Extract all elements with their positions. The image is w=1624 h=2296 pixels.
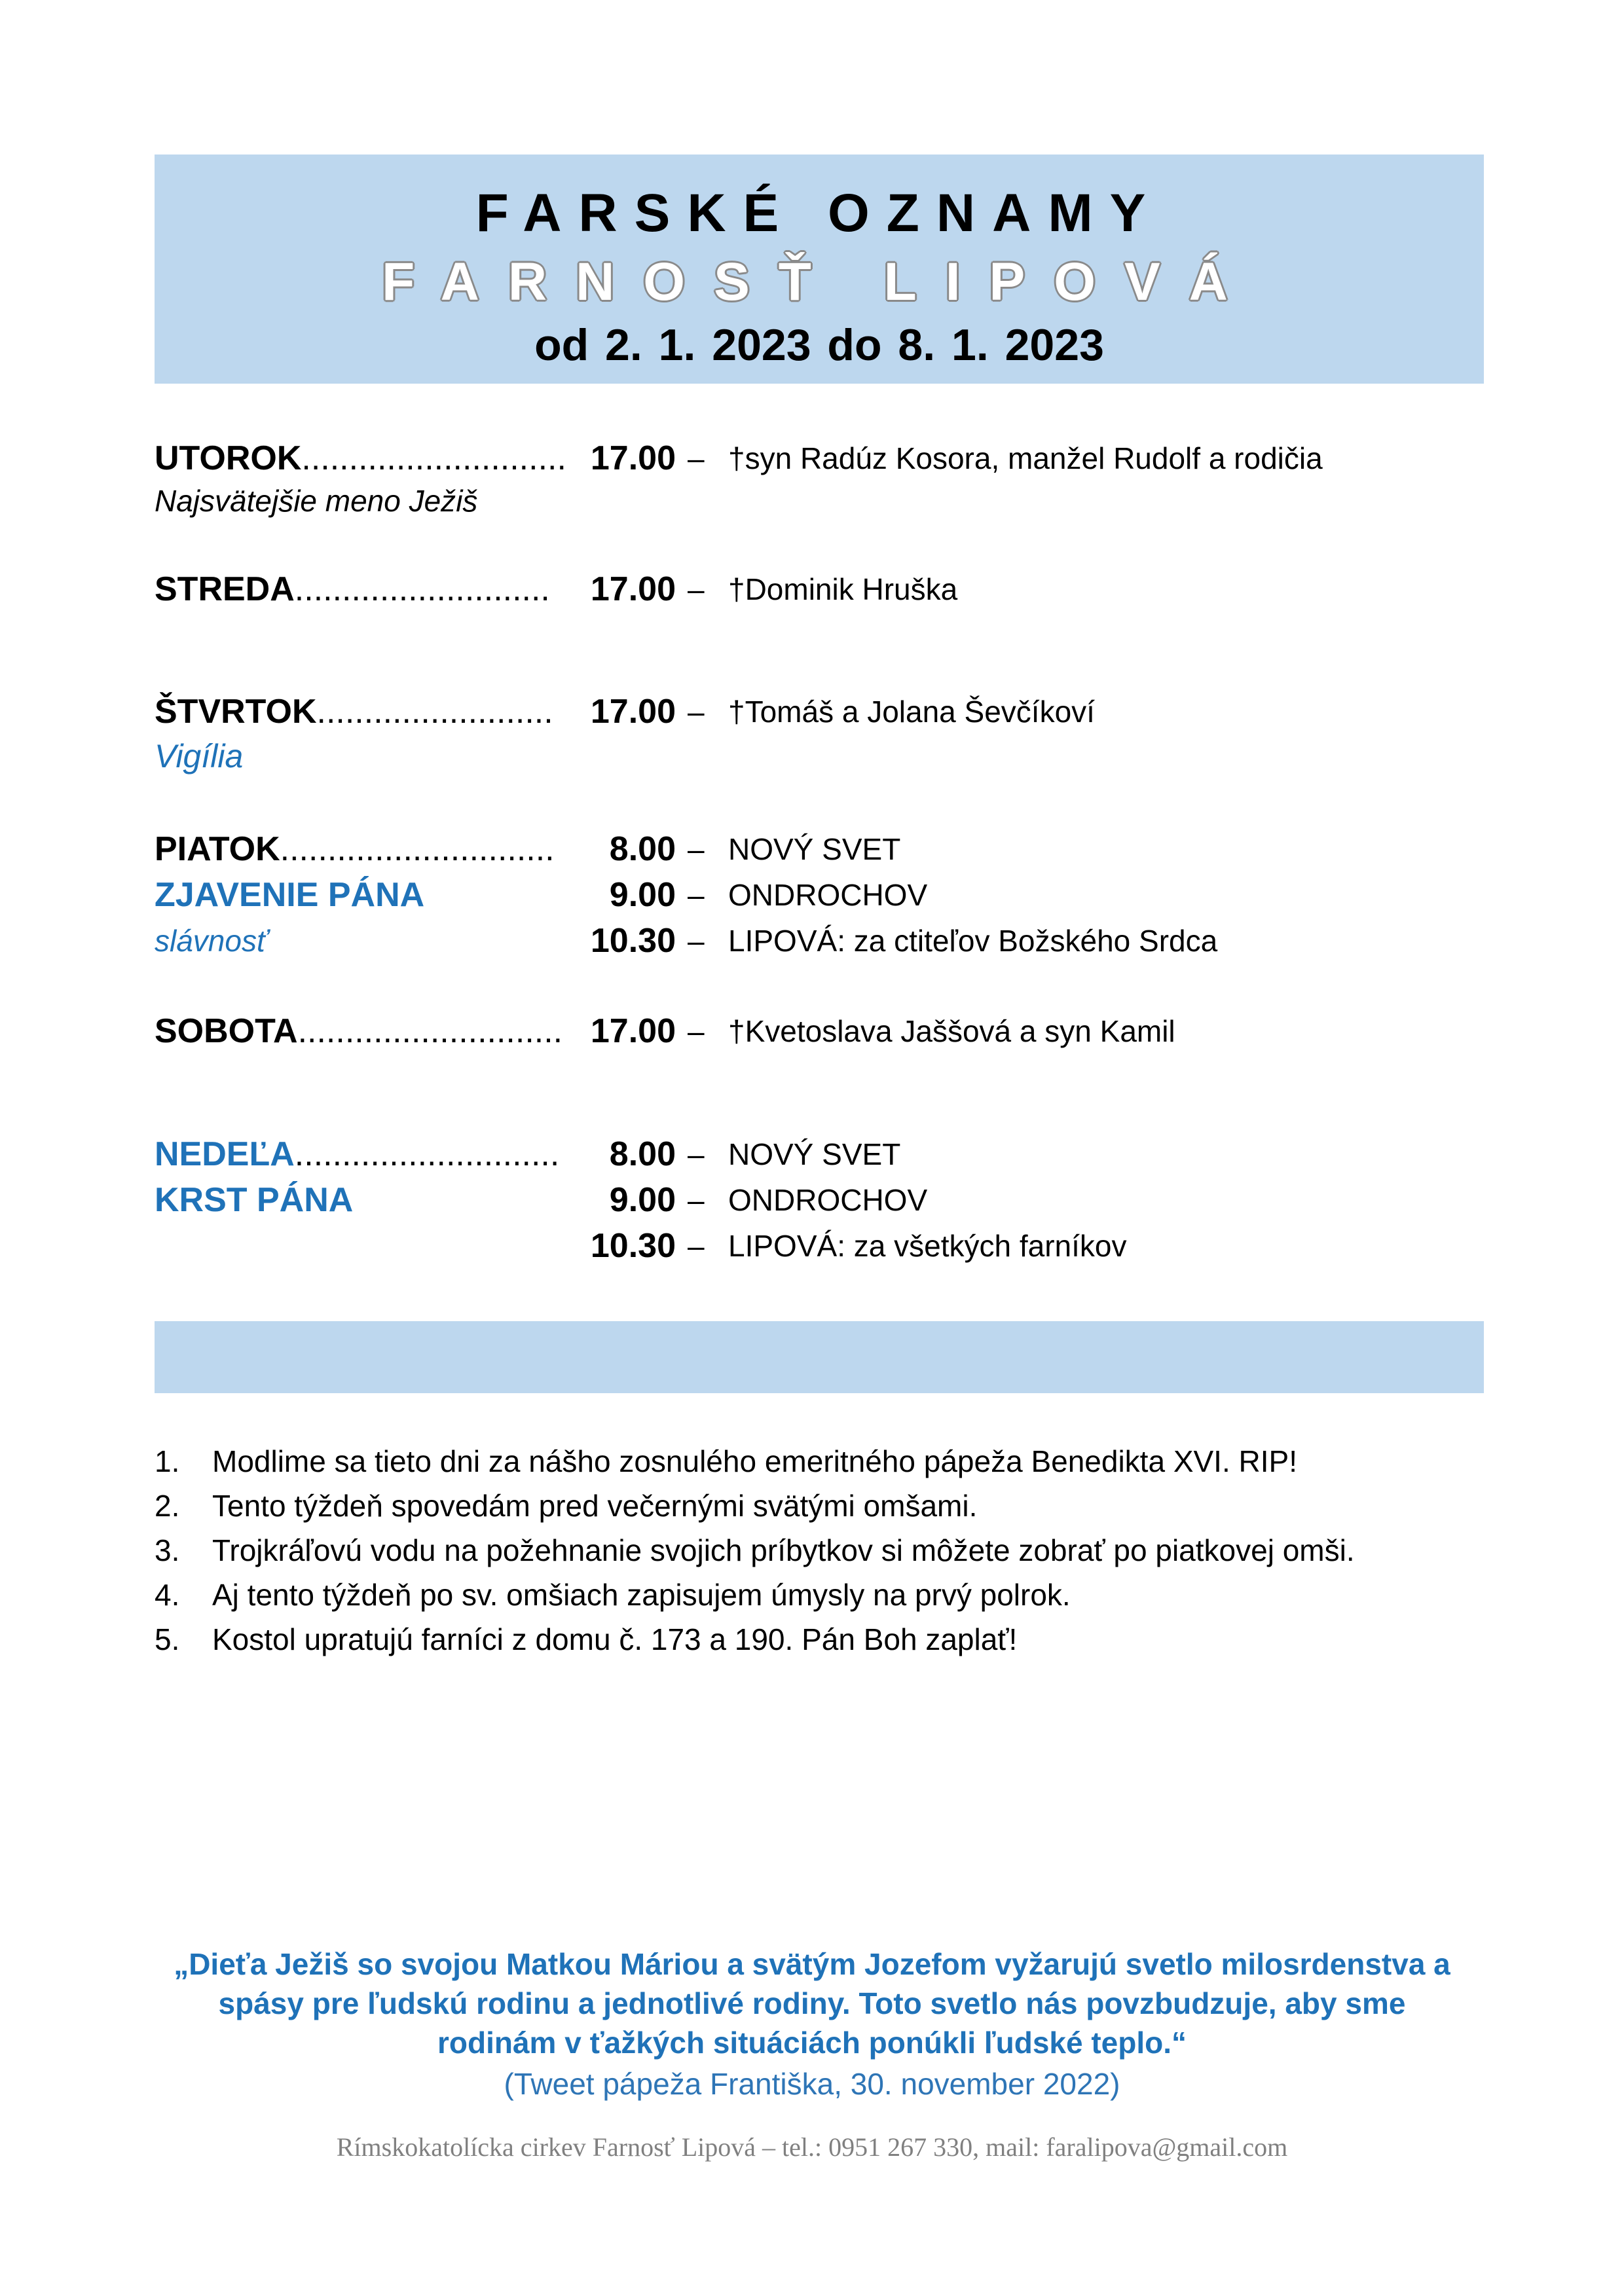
schedule-row-nedela-3 — [0, 1223, 1624, 1275]
mass-time: 9.00 — [609, 876, 676, 914]
schedule-row-utorok — [0, 435, 1624, 488]
dash: – — [688, 878, 705, 912]
schedule-row-streda — [0, 566, 1624, 619]
mass-intention: ONDROCHOV — [728, 878, 928, 912]
mass-intention: †Dominik Hruška — [728, 572, 958, 606]
day-label: UTOROK............................ — [155, 439, 566, 477]
schedule-row-stvrtok — [0, 689, 1624, 741]
day-label: NEDEĽA............................ — [155, 1135, 560, 1173]
feast-label: ZJAVENIE PÁNA — [155, 876, 425, 914]
mass-intention: NOVÝ SVET — [728, 832, 901, 866]
solemnity-label: slávnosť — [155, 924, 268, 958]
list-item: 3. Trojkráľovú vodu na požehnanie svojich príbytkov si môžete zobrať po piatkovej omši. — [155, 1533, 1355, 1567]
quote-source: (Tweet pápeža Františka, 30. november 2022) — [504, 2067, 1120, 2101]
day-label: SOBOTA............................ — [155, 1012, 563, 1050]
schedule-row-nedela — [0, 1131, 1624, 1184]
dash: – — [688, 924, 705, 958]
mass-time: 9.00 — [609, 1181, 676, 1219]
mass-time: 8.00 — [609, 1135, 676, 1173]
schedule-row-piatok-2 — [0, 872, 1624, 924]
dash: – — [688, 572, 705, 606]
mass-time: 17.00 — [590, 693, 676, 731]
schedule-row-nedela-2 — [0, 1177, 1624, 1230]
mass-time: 17.00 — [590, 570, 676, 608]
list-item: 5. Kostol upratujú farníci z domu č. 173 a 190. Pán Boh zaplať! — [155, 1622, 1018, 1656]
day-label: PIATOK............................. — [155, 830, 555, 868]
schedule-row-piatok — [0, 826, 1624, 879]
page-title: FARSKÉ OZNAMY — [475, 183, 1163, 243]
mass-intention: NOVÝ SVET — [728, 1137, 901, 1171]
dash: – — [688, 1183, 705, 1217]
mass-intention: †syn Radúz Kosora, manžel Rudolf a rodičia — [728, 441, 1323, 475]
mass-intention: ONDROCHOV — [728, 1183, 928, 1217]
mass-intention: †Tomáš a Jolana Ševčíkoví — [728, 695, 1095, 729]
pope-quote: „Dieťa Ježiš so svojou Matkou Máriou a svätým Jozefom vyžarujú svetlo milosrdenstva a spásy pre ľudskú rodinu a jednotlivé rodiny. Toto svetlo nás povzbudzuje, aby sme rodinám v ťažkých situáciách ponúkli ľudské teplo.“ — [174, 1947, 1450, 2060]
day-label: STREDA........................... — [155, 570, 550, 608]
schedule-row-piatok-3 — [0, 918, 1624, 970]
feast-label: Najsvätejšie meno Ježiš — [155, 484, 478, 518]
dash: – — [688, 1229, 705, 1263]
mass-time: 17.00 — [590, 439, 676, 477]
mass-intention: †Kvetoslava Jaššová a syn Kamil — [728, 1014, 1175, 1048]
announcements-list — [155, 1439, 1490, 1662]
mass-time: 10.30 — [590, 1227, 676, 1265]
dash: – — [688, 441, 705, 475]
mass-time: 10.30 — [590, 922, 676, 960]
mass-time: 8.00 — [609, 830, 676, 868]
date-range: od 2. 1. 2023 do 8. 1. 2023 — [534, 320, 1104, 370]
schedule-row-sobota — [0, 1008, 1624, 1061]
vigil-label: Vigília — [155, 738, 244, 774]
list-item: 2. Tento týždeň spovedám pred večernými svätými omšami. — [155, 1489, 978, 1523]
header-banner — [155, 155, 1484, 384]
parish-name: FARNOSŤ LIPOVÁ — [382, 252, 1257, 312]
dash: – — [688, 695, 705, 729]
day-label: ŠTVRTOK......................... — [155, 693, 553, 731]
dash: – — [688, 832, 705, 866]
dash: – — [688, 1137, 705, 1171]
mass-time: 17.00 — [590, 1012, 676, 1050]
list-item: 1. Modlime sa tieto dni za nášho zosnulého emeritného pápeža Benedikta XVI. RIP! — [155, 1444, 1297, 1478]
feast-label: KRST PÁNA — [155, 1181, 354, 1219]
mass-intention: LIPOVÁ: za všetkých farníkov — [728, 1229, 1127, 1263]
mass-intention: LIPOVÁ: za ctiteľov Božského Srdca — [728, 924, 1218, 958]
list-item: 4. Aj tento týždeň po sv. omšiach zapisujem úmysly na prvý polrok. — [155, 1578, 1071, 1612]
separator-band — [155, 1321, 1484, 1393]
footer-contact: Rímskokatolícka cirkev Farnosť Lipová – tel.: 0951 267 330, mail: faralipova@gmail.com — [336, 2132, 1288, 2162]
dash: – — [688, 1014, 705, 1048]
